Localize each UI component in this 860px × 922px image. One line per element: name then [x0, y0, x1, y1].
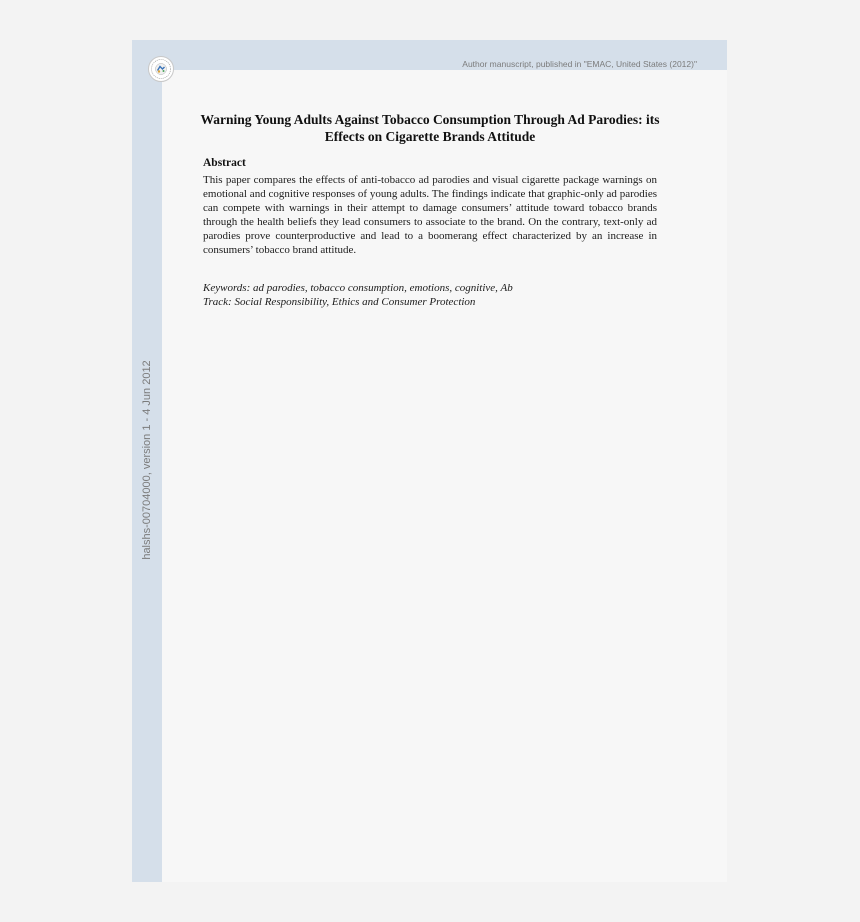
hal-archive-logo-icon: [148, 56, 174, 82]
paper-title: Warning Young Adults Against Tobacco Consumption Through Ad Parodies: its Effects on Cigarette Brands Attitude: [200, 112, 660, 144]
abstract-text: This paper compares the effects of anti-tobacco ad parodies and visual cigarette package warnings on emotional and cognitive responses of young adults. The findings indicate that graphic-only ad parodies can compete with warnings in their attempt to damage consumers’ attitude toward tobacco brands through the health beliefs they lead consumers to associate to the brand. On the contrary, text-only ad parodies prove counterproductive and lead to a boomerang effect characterized by an increase in consumers’ tobacco brand attitude.: [203, 174, 657, 256]
hal-identifier: halshs-00704000, version 1 - 4 Jun 2012: [141, 360, 153, 560]
track-line: Track: Social Responsibility, Ethics and Consumer Protection: [203, 296, 476, 308]
keywords-line: Keywords: ad parodies, tobacco consumption, emotions, cognitive, Ab: [203, 282, 513, 294]
abstract-heading: Abstract: [203, 157, 246, 169]
hal-publication-notice: Author manuscript, published in "EMAC, United States (2012)": [462, 59, 697, 69]
document-page: [132, 40, 727, 882]
